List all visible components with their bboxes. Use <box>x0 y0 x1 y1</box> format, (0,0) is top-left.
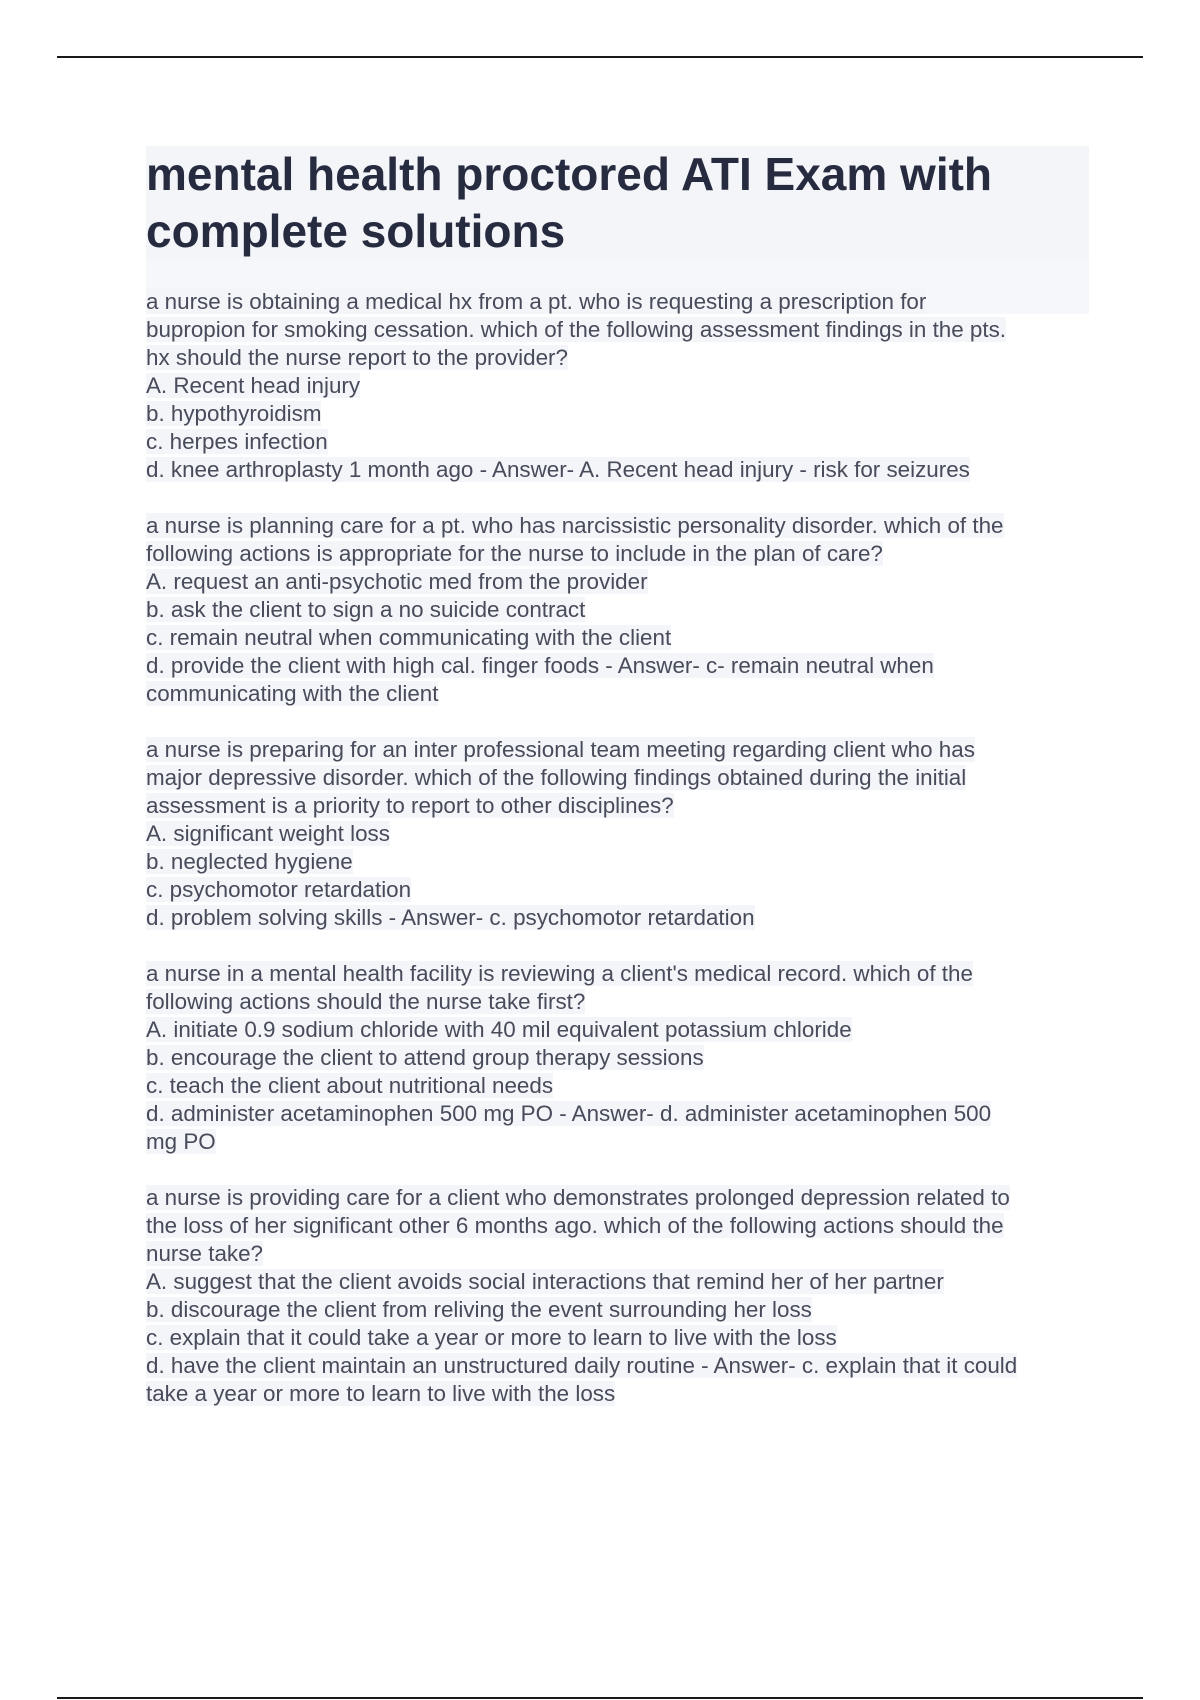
q1-line-3: hx should the nurse report to the provider? <box>146 345 568 370</box>
q5-line-1: a nurse is providing care for a client who demonstrates prolonged depression related to <box>146 1185 1010 1210</box>
q4-option-b: b. encourage the client to attend group therapy sessions <box>146 1045 704 1070</box>
q5-line-3: nurse take? <box>146 1241 264 1266</box>
question-4 <box>146 960 1089 1156</box>
q1-option-d-answer: d. knee arthroplasty 1 month ago - Answer- A. Recent head injury - risk for seizures <box>146 457 970 482</box>
question-1 <box>146 288 1089 484</box>
q2-line-2: following actions is appropriate for the nurse to include in the plan of care? <box>146 541 883 566</box>
title-line-1: mental health proctored ATI Exam with <box>146 146 1089 203</box>
q2-option-b: b. ask the client to sign a no suicide contract <box>146 597 586 622</box>
q3-option-c: c. psychomotor retardation <box>146 877 412 902</box>
question-5 <box>146 1184 1089 1408</box>
q5-option-c: c. explain that it could take a year or more to learn to live with the loss <box>146 1325 837 1350</box>
q2-option-d-answer: d. provide the client with high cal. finger foods - Answer- c- remain neutral when <box>146 653 934 678</box>
q2-line-1: a nurse is planning care for a pt. who has narcissistic personality disorder. which of the <box>146 513 1004 538</box>
q4-line-2: following actions should the nurse take first? <box>146 989 586 1014</box>
title-line-2: complete solutions <box>146 203 1089 260</box>
q1-line-1: a nurse is obtaining a medical hx from a pt. who is requesting a prescription for <box>146 289 927 314</box>
question-list <box>146 288 1089 1436</box>
q3-option-d-answer: d. problem solving skills - Answer- c. psychomotor retardation <box>146 905 755 930</box>
q1-line-2: bupropion for smoking cessation. which of the following assessment findings in the pts. <box>146 317 1007 342</box>
q4-answer-cont: mg PO <box>146 1129 216 1154</box>
bottom-rule <box>57 1697 1143 1699</box>
q5-option-d-answer: d. have the client maintain an unstructured daily routine - Answer- c. explain that it could <box>146 1353 1018 1378</box>
q3-option-a: A. significant weight loss <box>146 821 390 846</box>
q3-line-2: major depressive disorder. which of the following findings obtained during the initial <box>146 765 967 790</box>
q2-option-c: c. remain neutral when communicating with the client <box>146 625 672 650</box>
q1-option-c: c. herpes infection <box>146 429 328 454</box>
q4-line-1: a nurse in a mental health facility is reviewing a client's medical record. which of the <box>146 961 973 986</box>
page-content <box>146 146 1089 1406</box>
q5-line-2: the loss of her significant other 6 months ago. which of the following actions should the <box>146 1213 1004 1238</box>
question-2 <box>146 512 1089 708</box>
question-3 <box>146 736 1089 932</box>
q4-option-c: c. teach the client about nutritional needs <box>146 1073 554 1098</box>
top-rule <box>57 56 1143 58</box>
q5-option-b: b. discourage the client from reliving the event surrounding her loss <box>146 1297 812 1322</box>
q3-line-3: assessment is a priority to report to other disciplines? <box>146 793 674 818</box>
q3-option-b: b. neglected hygiene <box>146 849 353 874</box>
q5-option-a: A. suggest that the client avoids social interactions that remind her of her partner <box>146 1269 944 1294</box>
document-title <box>146 146 1089 260</box>
q4-option-a: A. initiate 0.9 sodium chloride with 40 mil equivalent potassium chloride <box>146 1017 852 1042</box>
q5-answer-cont: take a year or more to learn to live with the loss <box>146 1381 616 1406</box>
q3-line-1: a nurse is preparing for an inter professional team meeting regarding client who has <box>146 737 975 762</box>
q1-option-b: b. hypothyroidism <box>146 401 322 426</box>
q1-option-a: A. Recent head injury <box>146 373 361 398</box>
q2-answer-cont: communicating with the client <box>146 681 439 706</box>
q2-option-a: A. request an anti-psychotic med from the provider <box>146 569 648 594</box>
q4-option-d-answer: d. administer acetaminophen 500 mg PO - Answer- d. administer acetaminophen 500 <box>146 1101 992 1126</box>
